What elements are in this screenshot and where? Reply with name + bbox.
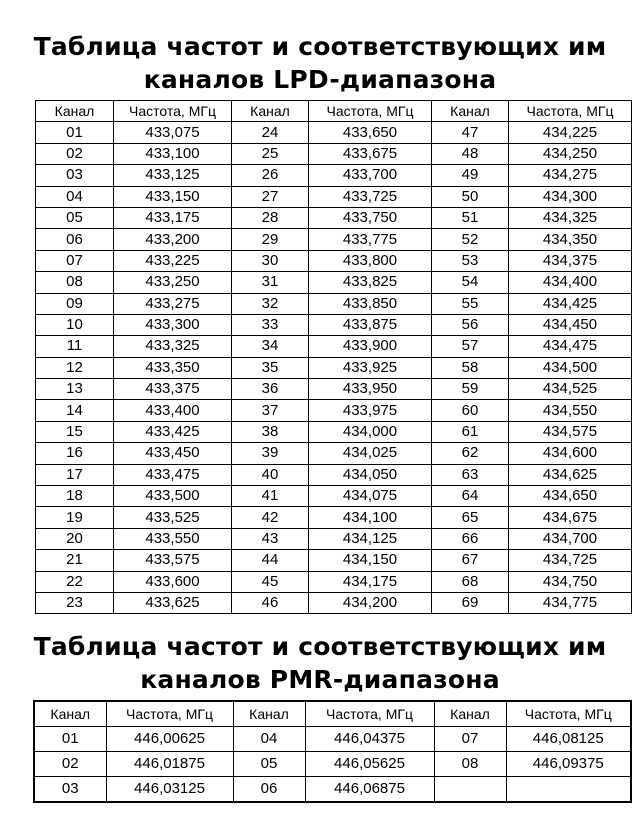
table-row: [36, 272, 632, 293]
table-row: [36, 250, 632, 271]
pmr-title-line1: Таблица частот и соответствующих им: [33, 632, 607, 661]
frequency-header: Частота, МГц: [106, 701, 233, 727]
channel-cell: 58: [432, 357, 509, 378]
channel-cell: 06: [36, 229, 114, 250]
channel-cell: 11: [36, 336, 114, 357]
channel-cell: 03: [34, 777, 106, 803]
channel-cell: 41: [232, 486, 309, 507]
channel-cell: 23: [36, 592, 114, 613]
frequency-cell: 433,100: [114, 143, 232, 164]
channel-cell: 38: [232, 421, 309, 442]
table-row: [36, 571, 632, 592]
frequency-cell: 434,425: [509, 293, 632, 314]
channel-cell: 55: [432, 293, 509, 314]
channel-cell: 09: [36, 293, 114, 314]
channel-header: Канал: [432, 101, 509, 122]
frequency-cell: 433,275: [114, 293, 232, 314]
channel-header: Канал: [232, 101, 309, 122]
channel-cell: 33: [232, 314, 309, 335]
channel-header: Канал: [34, 701, 106, 727]
frequency-cell: 433,475: [114, 464, 232, 485]
frequency-cell: 434,550: [509, 400, 632, 421]
frequency-header: Частота, МГц: [305, 701, 434, 727]
frequency-cell: 434,700: [509, 528, 632, 549]
channel-cell: 01: [34, 727, 106, 752]
frequency-cell: 433,950: [309, 379, 432, 400]
channel-cell: 14: [36, 400, 114, 421]
pmr-header-row: [34, 701, 631, 727]
frequency-cell: 433,625: [114, 592, 232, 613]
channel-cell: 63: [432, 464, 509, 485]
channel-cell: 30: [232, 250, 309, 271]
lpd-header-row: [36, 101, 632, 122]
frequency-header: Частота, МГц: [114, 101, 232, 122]
table-row: [36, 357, 632, 378]
channel-cell: 32: [232, 293, 309, 314]
channel-cell: 18: [36, 486, 114, 507]
channel-cell: 06: [233, 777, 305, 803]
table-row: [34, 727, 631, 752]
frequency-cell: 433,500: [114, 486, 232, 507]
channel-cell: 17: [36, 464, 114, 485]
channel-cell: 39: [232, 443, 309, 464]
frequency-cell: 433,450: [114, 443, 232, 464]
frequency-cell: 446,04375: [305, 727, 434, 752]
channel-cell: 40: [232, 464, 309, 485]
pmr-frequency-table: [33, 700, 632, 803]
frequency-cell: 433,200: [114, 229, 232, 250]
table-row: [36, 592, 632, 613]
channel-cell: 16: [36, 443, 114, 464]
frequency-cell: 434,475: [509, 336, 632, 357]
channel-cell: 65: [432, 507, 509, 528]
frequency-cell: 434,125: [309, 528, 432, 549]
channel-cell: 54: [432, 272, 509, 293]
channel-cell: 21: [36, 550, 114, 571]
channel-cell: 08: [36, 272, 114, 293]
channel-cell: 45: [232, 571, 309, 592]
channel-cell: 10: [36, 314, 114, 335]
channel-cell: 05: [233, 752, 305, 777]
table-row: [36, 443, 632, 464]
table-row: [36, 143, 632, 164]
table-row: [36, 379, 632, 400]
channel-cell: 46: [232, 592, 309, 613]
channel-cell: 08: [434, 752, 506, 777]
channel-cell: 24: [232, 122, 309, 143]
channel-cell: 64: [432, 486, 509, 507]
frequency-cell: 434,675: [509, 507, 632, 528]
frequency-cell: 446,03125: [106, 777, 233, 803]
channel-cell: 52: [432, 229, 509, 250]
channel-cell: 56: [432, 314, 509, 335]
table-row: [36, 186, 632, 207]
channel-cell: 67: [432, 550, 509, 571]
pmr-title-line2: каналов PMR-диапазона: [140, 665, 500, 694]
channel-cell: 05: [36, 207, 114, 228]
table-row: [36, 314, 632, 335]
channel-cell: 60: [432, 400, 509, 421]
frequency-cell: 433,875: [309, 314, 432, 335]
channel-cell: 04: [233, 727, 305, 752]
channel-cell: 12: [36, 357, 114, 378]
channel-cell: 42: [232, 507, 309, 528]
channel-cell: 66: [432, 528, 509, 549]
frequency-cell: 446,09375: [506, 752, 631, 777]
channel-cell: 26: [232, 165, 309, 186]
frequency-cell: 446,05625: [305, 752, 434, 777]
frequency-cell: 434,450: [509, 314, 632, 335]
frequency-cell: 433,650: [309, 122, 432, 143]
frequency-cell: 434,200: [309, 592, 432, 613]
frequency-cell: 434,025: [309, 443, 432, 464]
frequency-cell: 433,700: [309, 165, 432, 186]
frequency-cell: 434,075: [309, 486, 432, 507]
frequency-cell: 434,750: [509, 571, 632, 592]
channel-cell: 53: [432, 250, 509, 271]
frequency-cell: 433,800: [309, 250, 432, 271]
frequency-cell: 434,000: [309, 421, 432, 442]
channel-cell: 25: [232, 143, 309, 164]
frequency-cell: 434,225: [509, 122, 632, 143]
table-row: [36, 400, 632, 421]
frequency-cell: 446,01875: [106, 752, 233, 777]
frequency-cell: 433,725: [309, 186, 432, 207]
frequency-cell: 434,175: [309, 571, 432, 592]
channel-cell: 68: [432, 571, 509, 592]
lpd-title-line1: Таблица частот и соответствующих им: [33, 32, 607, 61]
frequency-cell: 433,150: [114, 186, 232, 207]
table-row: [36, 507, 632, 528]
frequency-cell: 434,325: [509, 207, 632, 228]
frequency-cell: 433,550: [114, 528, 232, 549]
channel-cell: 07: [36, 250, 114, 271]
frequency-cell: 434,100: [309, 507, 432, 528]
frequency-cell: 446,08125: [506, 727, 631, 752]
channel-cell: 13: [36, 379, 114, 400]
frequency-cell: 433,400: [114, 400, 232, 421]
frequency-cell: 433,075: [114, 122, 232, 143]
frequency-cell: 434,150: [309, 550, 432, 571]
channel-cell: 47: [432, 122, 509, 143]
channel-cell: 50: [432, 186, 509, 207]
frequency-cell: 433,750: [309, 207, 432, 228]
channel-cell: 03: [36, 165, 114, 186]
frequency-cell: 434,500: [509, 357, 632, 378]
pmr-table-body: [34, 727, 631, 803]
pmr-table-title: [0, 630, 640, 696]
frequency-cell: 433,850: [309, 293, 432, 314]
frequency-header: Частота, МГц: [309, 101, 432, 122]
table-row: [36, 528, 632, 549]
frequency-cell: 433,825: [309, 272, 432, 293]
channel-cell: 04: [36, 186, 114, 207]
channel-cell: 61: [432, 421, 509, 442]
frequency-cell: 433,375: [114, 379, 232, 400]
channel-cell: 57: [432, 336, 509, 357]
table-row: [36, 550, 632, 571]
channel-cell: 02: [34, 752, 106, 777]
channel-cell: 01: [36, 122, 114, 143]
table-row: [36, 421, 632, 442]
frequency-cell: 433,900: [309, 336, 432, 357]
channel-cell: 22: [36, 571, 114, 592]
table-row: [36, 122, 632, 143]
table-row: [36, 207, 632, 228]
frequency-header: Частота, МГц: [506, 701, 631, 727]
channel-cell: 20: [36, 528, 114, 549]
channel-cell: 35: [232, 357, 309, 378]
channel-cell: 59: [432, 379, 509, 400]
channel-cell: 43: [232, 528, 309, 549]
lpd-frequency-table: [35, 100, 632, 614]
channel-cell: 02: [36, 143, 114, 164]
frequency-header: Частота, МГц: [509, 101, 632, 122]
frequency-cell: 434,575: [509, 421, 632, 442]
channel-cell: 36: [232, 379, 309, 400]
frequency-cell: 434,250: [509, 143, 632, 164]
channel-cell: 37: [232, 400, 309, 421]
channel-cell: 34: [232, 336, 309, 357]
frequency-cell: 433,350: [114, 357, 232, 378]
frequency-cell: 433,125: [114, 165, 232, 186]
channel-cell: 07: [434, 727, 506, 752]
table-row: [36, 293, 632, 314]
frequency-cell: 433,325: [114, 336, 232, 357]
table-row: [36, 464, 632, 485]
table-row: [34, 777, 631, 803]
channel-cell: 15: [36, 421, 114, 442]
channel-cell: 29: [232, 229, 309, 250]
channel-cell: 51: [432, 207, 509, 228]
frequency-cell: 434,050: [309, 464, 432, 485]
frequency-cell: 434,650: [509, 486, 632, 507]
table-row: [36, 336, 632, 357]
channel-cell: [434, 777, 506, 803]
channel-cell: 49: [432, 165, 509, 186]
frequency-cell: 433,250: [114, 272, 232, 293]
frequency-cell: 433,425: [114, 421, 232, 442]
frequency-cell: 433,525: [114, 507, 232, 528]
frequency-cell: 434,375: [509, 250, 632, 271]
frequency-cell: [506, 777, 631, 803]
table-row: [36, 486, 632, 507]
channel-header: Канал: [233, 701, 305, 727]
channel-cell: 28: [232, 207, 309, 228]
lpd-table-title: [0, 30, 640, 96]
frequency-cell: 434,400: [509, 272, 632, 293]
frequency-cell: 434,725: [509, 550, 632, 571]
channel-cell: 48: [432, 143, 509, 164]
frequency-cell: 434,625: [509, 464, 632, 485]
table-row: [36, 165, 632, 186]
frequency-cell: 434,350: [509, 229, 632, 250]
frequency-cell: 433,225: [114, 250, 232, 271]
frequency-cell: 433,975: [309, 400, 432, 421]
frequency-cell: 434,600: [509, 443, 632, 464]
frequency-cell: 433,775: [309, 229, 432, 250]
frequency-cell: 433,925: [309, 357, 432, 378]
channel-cell: 31: [232, 272, 309, 293]
frequency-cell: 433,600: [114, 571, 232, 592]
frequency-cell: 433,575: [114, 550, 232, 571]
lpd-title-line2: каналов LPD-диапазона: [143, 65, 497, 94]
channel-cell: 62: [432, 443, 509, 464]
channel-cell: 44: [232, 550, 309, 571]
frequency-cell: 434,275: [509, 165, 632, 186]
frequency-cell: 433,300: [114, 314, 232, 335]
table-row: [34, 752, 631, 777]
frequency-cell: 434,525: [509, 379, 632, 400]
lpd-table-body: [36, 122, 632, 614]
channel-cell: 19: [36, 507, 114, 528]
frequency-cell: 434,775: [509, 592, 632, 613]
frequency-cell: 433,175: [114, 207, 232, 228]
frequency-cell: 446,00625: [106, 727, 233, 752]
table-row: [36, 229, 632, 250]
channel-header: Канал: [434, 701, 506, 727]
frequency-cell: 446,06875: [305, 777, 434, 803]
channel-cell: 27: [232, 186, 309, 207]
channel-header: Канал: [36, 101, 114, 122]
frequency-cell: 434,300: [509, 186, 632, 207]
frequency-cell: 433,675: [309, 143, 432, 164]
channel-cell: 69: [432, 592, 509, 613]
